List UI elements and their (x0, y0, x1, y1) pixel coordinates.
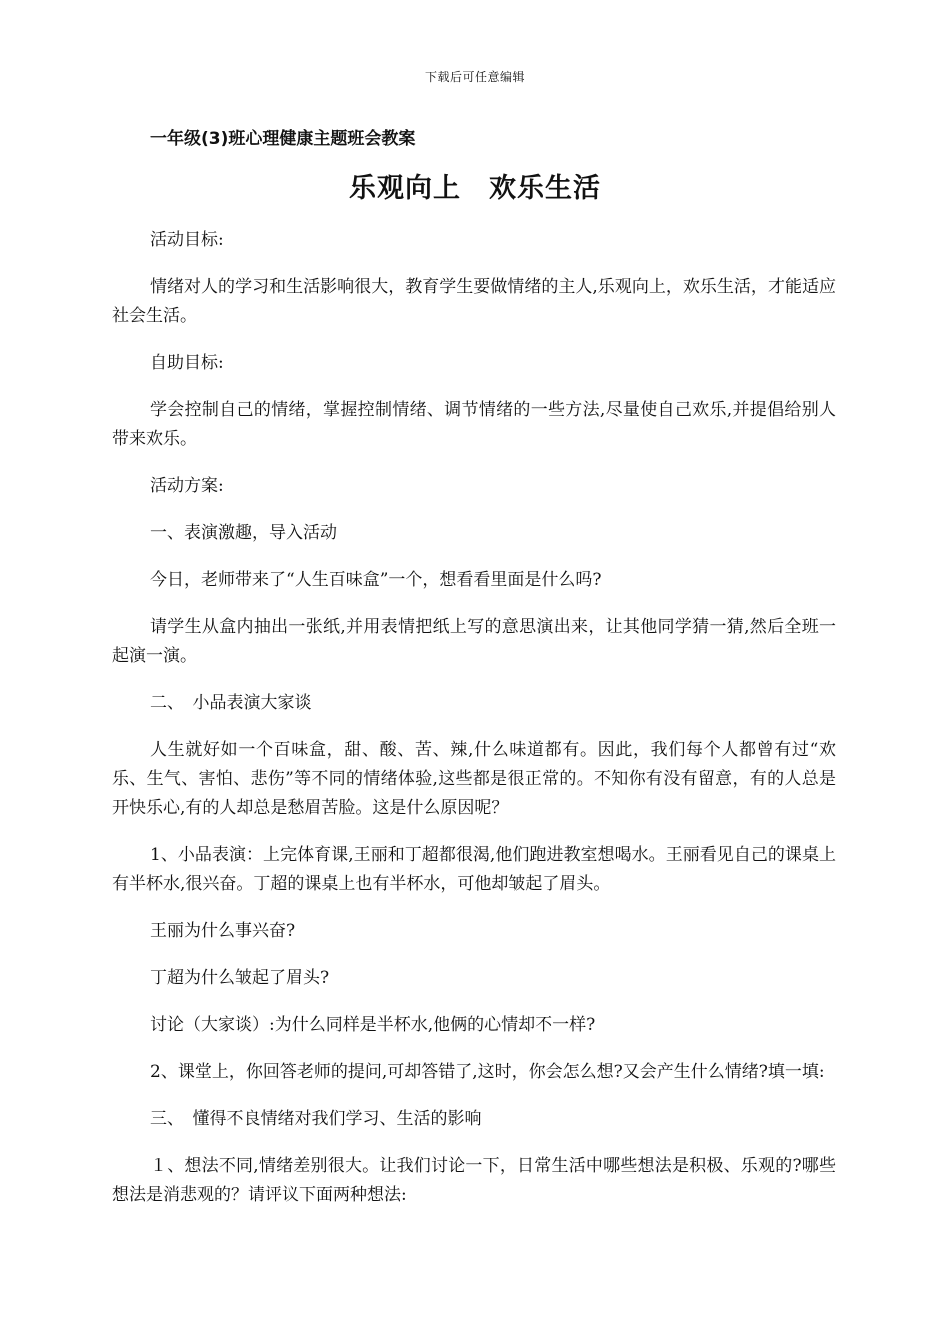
section-heading-2: 二、 小品表演大家谈 (150, 693, 312, 713)
paragraph: 1、小品表演：上完体育课,王丽和丁超都很渴,他们跑进教室想喝水。王丽看见自己的课桌上有半杯水,很兴奋。丁超的课桌上也有半杯水，可他却皱起了眉头。 (112, 845, 836, 894)
paragraph: 人生就好如一个百味盒，甜、酸、苦、辣,什么味道都有。因此，我们每个人都曾有过“欢乐、生气、害怕、悲伤”等不同的情绪体验,这些都是很正常的。不知你有没有留意，有的人总是开快乐心,有的人却总是愁眉苦脸。这是什么原因呢？ (112, 740, 836, 818)
paragraph-activity-plan-heading: 活动方案: (150, 476, 224, 496)
question: 丁超为什么皱起了眉头? (150, 968, 330, 988)
paragraph: 情绪对人的学习和生活影响很大，教育学生要做情绪的主人,乐观向上，欢乐生活，才能适应社会生活。 (112, 277, 836, 326)
paragraph: 2、课堂上，你回答老师的提问,可却答错了,这时，你会怎么想?又会产生什么情绪?填一填: (150, 1062, 825, 1082)
question: 王丽为什么事兴奋? (150, 921, 296, 941)
section-heading-3: 三、 懂得不良情绪对我们学习、生活的影响 (150, 1109, 482, 1129)
document-body (112, 226, 836, 1228)
header-note: 下载后可任意编辑 (424, 70, 525, 84)
paragraph-self-help-goal-heading: 自助目标: (150, 353, 224, 373)
paragraph: 今日，老师带来了“人生百味盒”一个，想看看里面是什么吗? (150, 570, 602, 590)
document-title: 乐观向上 欢乐生活 (349, 173, 601, 204)
paragraph: 请学生从盒内抽出一张纸,并用表情把纸上写的意思演出来，让其他同学猜一猜,然后全班一起演一演。 (112, 617, 836, 666)
paragraph-activity-goal-heading: 活动目标: (150, 230, 224, 250)
document-subtitle: 一年级(3)班心理健康主题班会教案 (150, 129, 416, 149)
discussion: 讨论（大家谈）:为什么同样是半杯水,他俩的心情却不一样? (150, 1015, 596, 1035)
section-heading-1: 一、表演激趣，导入活动 (150, 523, 337, 543)
paragraph: １、想法不同,情绪差别很大。让我们讨论一下，日常生活中哪些想法是积极、乐观的?哪些想法是消悲观的？请评议下面两种想法: (112, 1156, 836, 1205)
paragraph: 学会控制自己的情绪，掌握控制情绪、调节情绪的一些方法,尽量使自己欢乐,并提倡给别人带来欢乐。 (112, 400, 836, 449)
